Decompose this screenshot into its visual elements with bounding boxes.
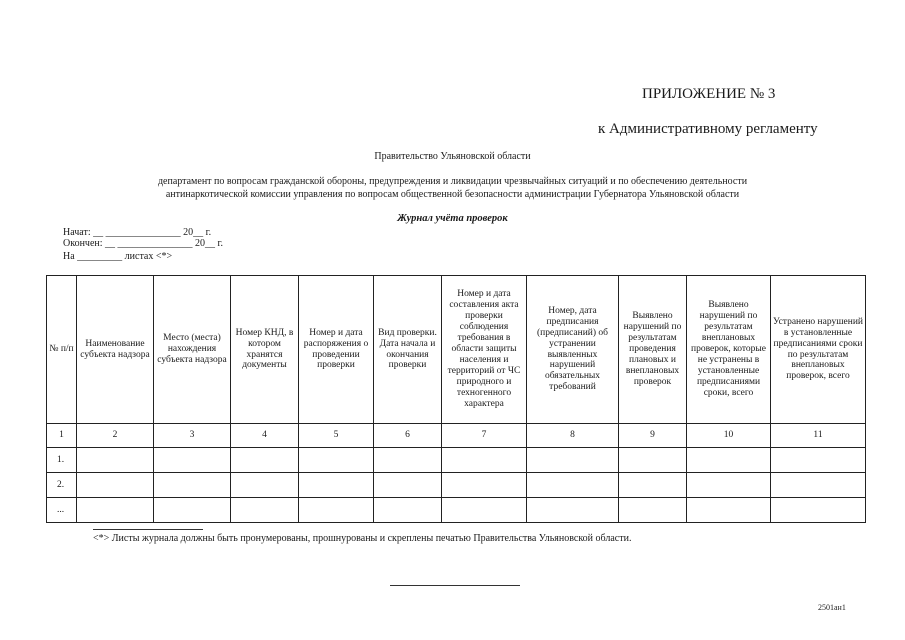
table-cell: [619, 473, 687, 498]
column-header: Выявлено нарушений по результатам проведения плановых и внеплановых проверок: [619, 276, 687, 424]
table-cell: [771, 498, 866, 523]
table-cell: [231, 498, 299, 523]
table-row: [47, 498, 866, 523]
page-end-divider: [390, 585, 520, 586]
table-cell: [77, 498, 154, 523]
inspection-journal-table: [46, 275, 866, 523]
table-cell: [619, 448, 687, 473]
journal-started-line: Начат: __ _______________ 20__ г.: [63, 227, 212, 238]
table-cell: [154, 473, 231, 498]
row-number: 2.: [47, 473, 77, 498]
row-number: ...: [47, 498, 77, 523]
table-cell: [687, 473, 771, 498]
table-row: [47, 473, 866, 498]
table-cell: [374, 473, 442, 498]
department-line-2: антинаркотической комиссии управления по вопросам общественной безопасности администрации Губернатора Ульяновской области: [165, 189, 740, 200]
table-cell: [231, 448, 299, 473]
column-header: Место (места) нахождения субъекта надзора: [154, 276, 231, 424]
table-cell: [374, 498, 442, 523]
column-header: Выявлено нарушений по результатам внеплановых проверок, которые не устранены в установленные предписаниями сроки, всего: [687, 276, 771, 424]
column-header: Наименование субъекта надзора: [77, 276, 154, 424]
table-cell: [527, 473, 619, 498]
column-number: 11: [771, 424, 866, 448]
table-cell: [771, 448, 866, 473]
column-number-row: [47, 424, 866, 448]
column-number: 1: [47, 424, 77, 448]
table-cell: [527, 448, 619, 473]
document-code: 2501ан1: [818, 603, 846, 612]
column-header: Номер и дата распоряжения о проведении проверки: [299, 276, 374, 424]
column-number: 4: [231, 424, 299, 448]
table-cell: [299, 473, 374, 498]
row-number: 1.: [47, 448, 77, 473]
footnote: <*> Листы журнала должны быть пронумерованы, прошнурованы и скреплены печатью Правительства Ульяновской области.: [93, 533, 632, 544]
column-number: 5: [299, 424, 374, 448]
table-cell: [442, 498, 527, 523]
table-cell: [442, 473, 527, 498]
table-cell: [154, 498, 231, 523]
table-cell: [687, 498, 771, 523]
column-number: 8: [527, 424, 619, 448]
table-cell: [374, 448, 442, 473]
column-number: 9: [619, 424, 687, 448]
table-cell: [231, 473, 299, 498]
column-header: Номер КНД, в котором хранятся документы: [231, 276, 299, 424]
journal-ended-line: Окончен: __ _______________ 20__ г.: [63, 238, 223, 249]
column-header: Номер, дата предписания (предписаний) об устранении выявленных нарушений обязательных требований: [527, 276, 619, 424]
column-header: № п/п: [47, 276, 77, 424]
column-number: 6: [374, 424, 442, 448]
journal-sheets-line: На _________ листах <*>: [63, 251, 173, 262]
table-cell: [299, 448, 374, 473]
table-cell: [154, 448, 231, 473]
table-cell: [77, 473, 154, 498]
table-cell: [442, 448, 527, 473]
table-cell: [527, 498, 619, 523]
table-cell: [771, 473, 866, 498]
column-header: Устранено нарушений в установленные предписаниями сроки по результатам внеплановых проверок, всего: [771, 276, 866, 424]
table-cell: [619, 498, 687, 523]
table-header-row: [47, 276, 866, 424]
column-number: 7: [442, 424, 527, 448]
column-header: Номер и дата составления акта проверки соблюдения требования в области защиты населения и территорий от ЧС природного и техногенного характера: [442, 276, 527, 424]
table-cell: [77, 448, 154, 473]
organization-name: Правительство Ульяновской области: [374, 151, 531, 162]
column-header: Вид проверки. Дата начала и окончания проверки: [374, 276, 442, 424]
department-line-1: департамент по вопросам гражданской обороны, предупреждения и ликвидации чрезвычайных ситуаций и по обеспечению деятельности: [157, 176, 748, 187]
table-cell: [687, 448, 771, 473]
regulation-reference: к Административному регламенту: [598, 121, 818, 137]
appendix-title: ПРИЛОЖЕНИЕ № 3: [642, 86, 776, 102]
footnote-divider: [93, 529, 203, 530]
column-number: 2: [77, 424, 154, 448]
column-number: 10: [687, 424, 771, 448]
journal-title: Журнал учёта проверок: [397, 213, 508, 224]
column-number: 3: [154, 424, 231, 448]
table-row: [47, 448, 866, 473]
table-cell: [299, 498, 374, 523]
